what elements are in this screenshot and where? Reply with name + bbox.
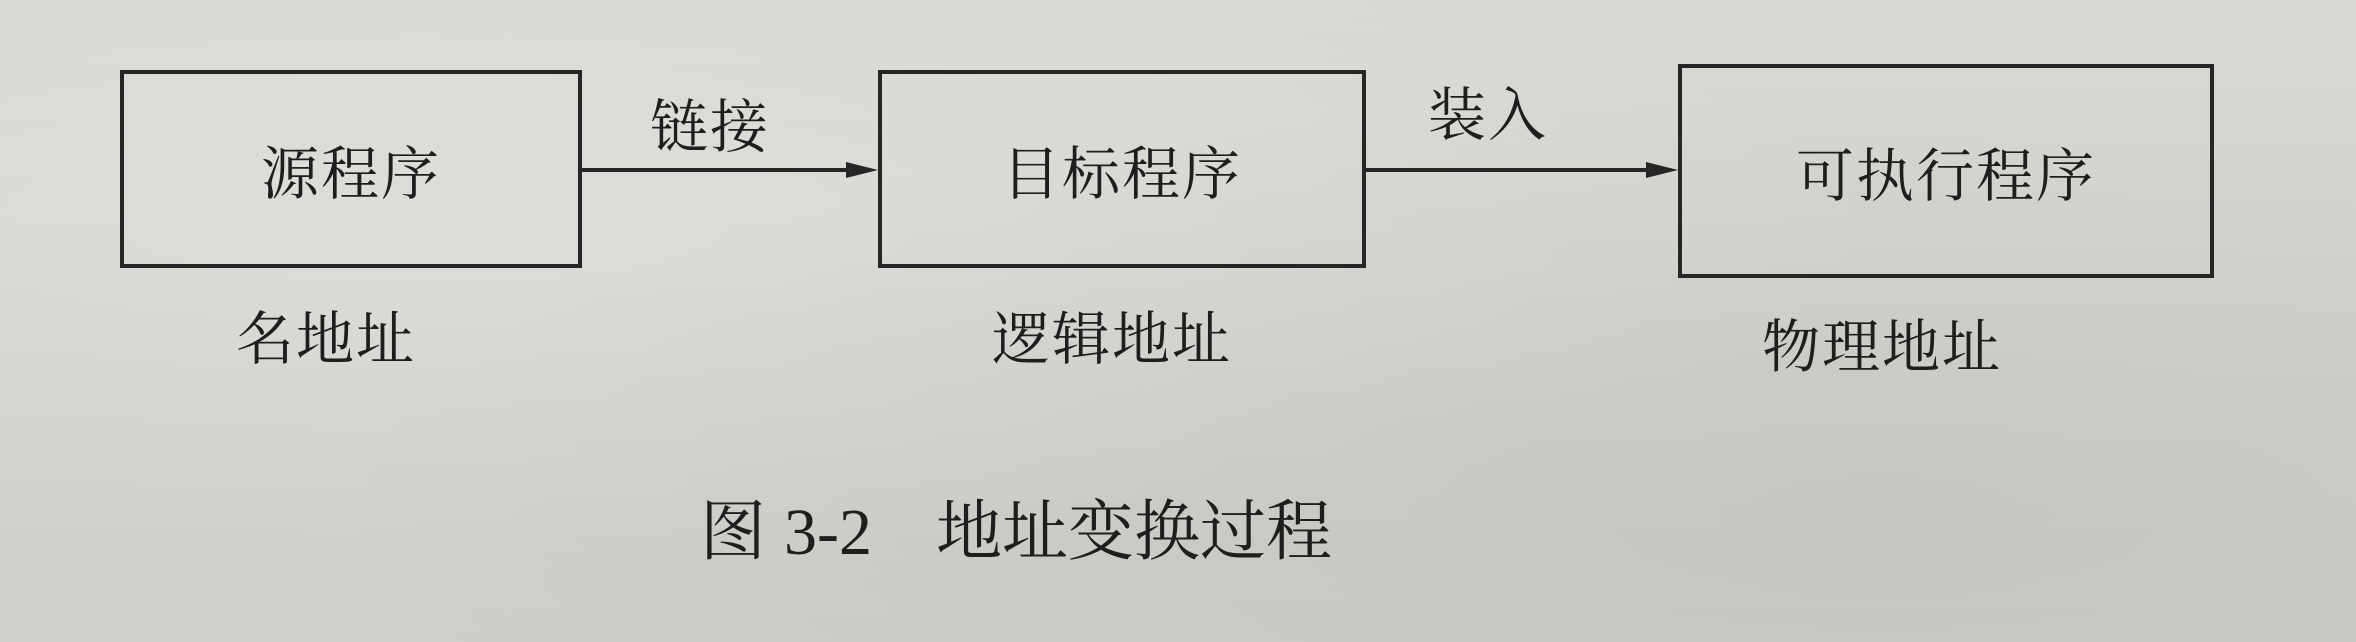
object-program-box	[878, 70, 1366, 268]
name-address-label: 名地址	[236, 305, 417, 373]
executable-program-box	[1678, 64, 2214, 278]
physical-address-label: 物理地址	[1762, 313, 2003, 381]
logical-address-label: 逻辑地址	[992, 305, 1233, 373]
source-program-box	[120, 70, 582, 268]
executable-program-label: 可执行程序	[1795, 142, 2096, 210]
caption-prefix: 图	[700, 493, 766, 570]
object-program-label: 目标程序	[1001, 140, 1242, 208]
figure-caption	[700, 478, 1332, 573]
source-program-label: 源程序	[260, 140, 441, 208]
caption-number: 3-2	[784, 496, 872, 569]
edge-link-arrow	[582, 162, 878, 178]
edge-load-label: 装入	[1428, 81, 1549, 149]
edge-link-label: 链接	[650, 93, 771, 161]
edge-load-arrow	[1366, 162, 1678, 178]
caption-title: 地址变换过程	[935, 493, 1332, 570]
